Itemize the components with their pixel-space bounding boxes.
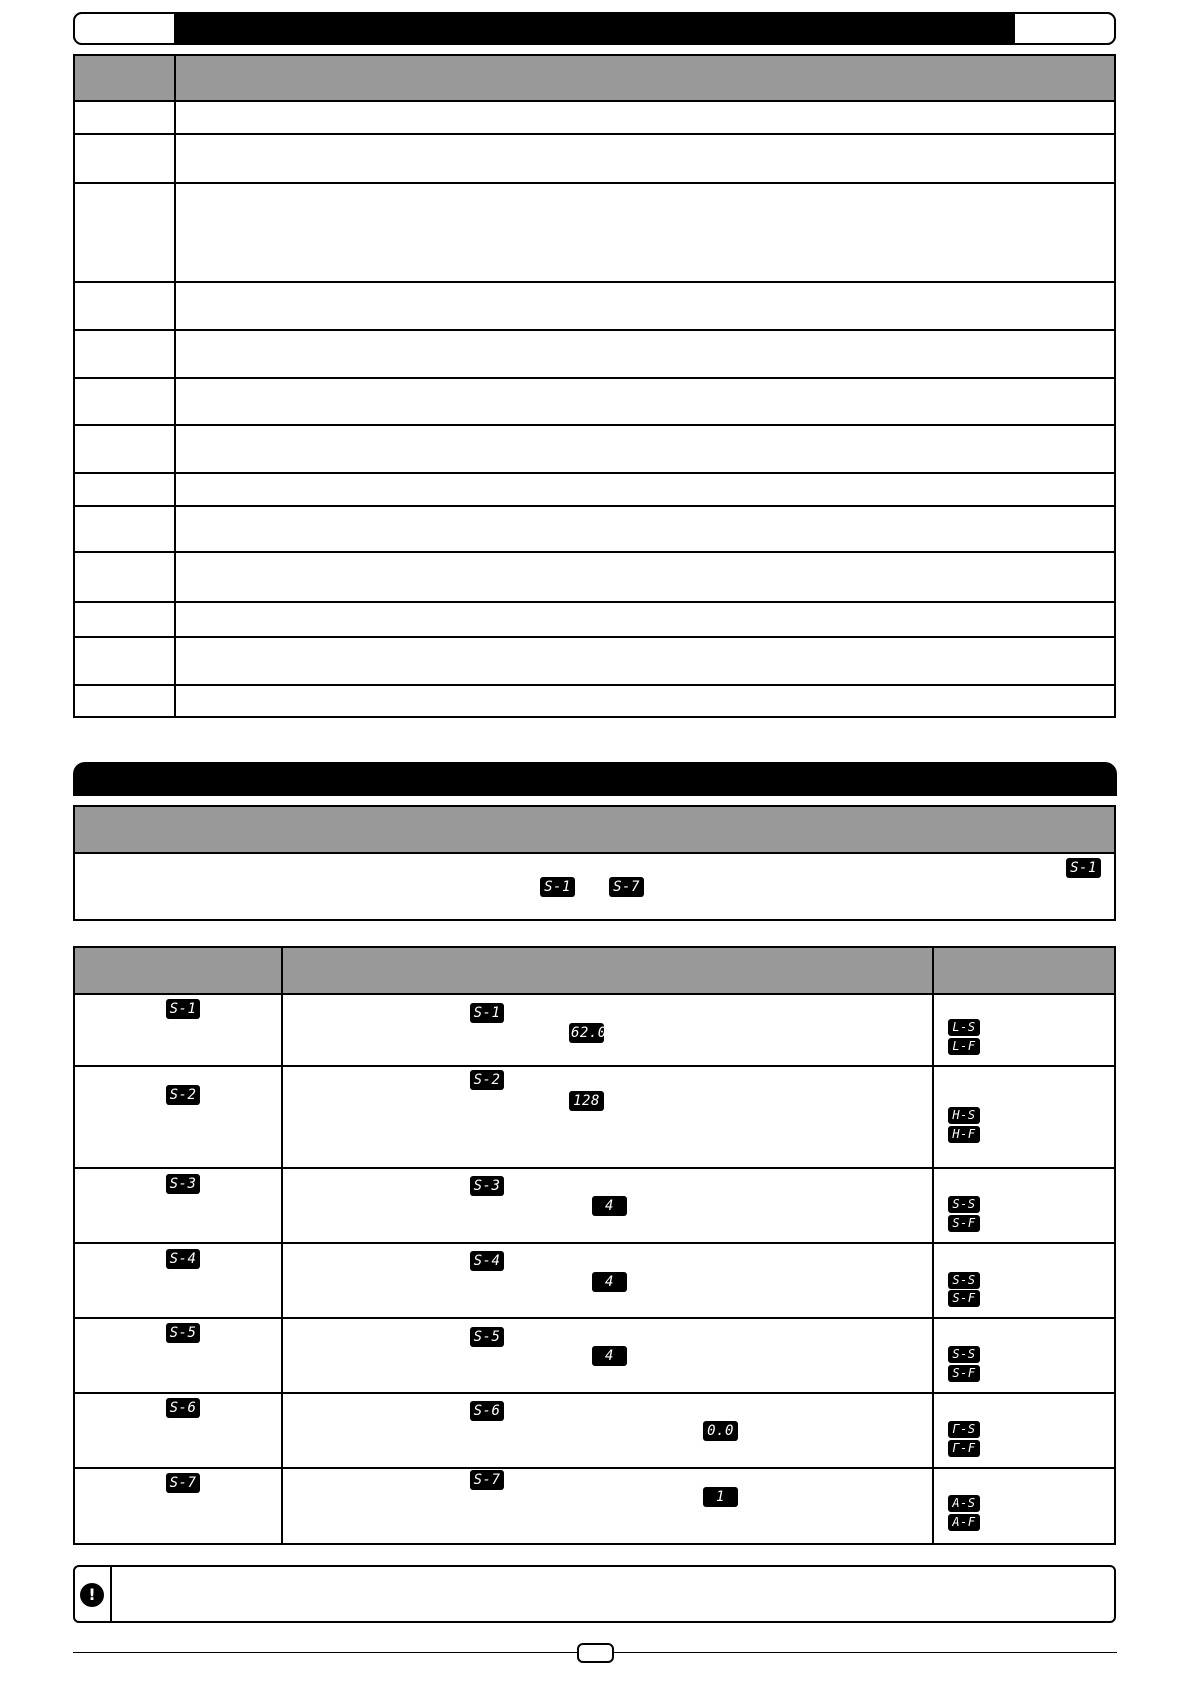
row-code: S-6 bbox=[166, 1398, 200, 1418]
right-code-2: H-F bbox=[948, 1126, 980, 1143]
right-code-1: L-S bbox=[948, 1019, 980, 1036]
notice-separator bbox=[110, 1565, 112, 1623]
row-code: S-1 bbox=[166, 999, 200, 1019]
right-code-1: S-S bbox=[948, 1196, 980, 1213]
warning-icon: ! bbox=[80, 1583, 104, 1607]
row-code: S-7 bbox=[166, 1473, 200, 1493]
desc-code: S-7 bbox=[470, 1470, 504, 1490]
intro-code-2: S-1 bbox=[540, 877, 575, 897]
intro-code-3: S-7 bbox=[609, 877, 644, 897]
row-code: S-2 bbox=[166, 1085, 200, 1105]
right-code-1: S-S bbox=[948, 1272, 980, 1289]
table-2-header bbox=[75, 948, 1114, 993]
right-code-1: Γ-S bbox=[948, 1421, 980, 1438]
right-code-2: S-F bbox=[948, 1215, 980, 1232]
desc-value: 4 bbox=[592, 1196, 627, 1216]
header-tab-right bbox=[1013, 12, 1116, 45]
intro-code-1: S-1 bbox=[1066, 858, 1101, 878]
right-code-2: L-F bbox=[948, 1038, 980, 1055]
right-code-2: Γ-F bbox=[948, 1440, 980, 1457]
row-code: S-3 bbox=[166, 1174, 200, 1194]
right-code-1: A-S bbox=[948, 1495, 980, 1512]
page-number-box bbox=[577, 1643, 614, 1663]
right-code-2: S-F bbox=[948, 1290, 980, 1307]
desc-value: 0.0 bbox=[703, 1421, 738, 1441]
desc-value: 4 bbox=[592, 1272, 627, 1292]
desc-code: S-4 bbox=[470, 1251, 504, 1271]
desc-code: S-2 bbox=[470, 1070, 504, 1090]
desc-value: 62.0 bbox=[571, 1025, 607, 1041]
header-bar bbox=[73, 12, 1116, 45]
table-1-header bbox=[75, 56, 1114, 100]
right-code-2: S-F bbox=[948, 1365, 980, 1382]
right-code-2: A-F bbox=[948, 1514, 980, 1531]
right-code-1: S-S bbox=[948, 1346, 980, 1363]
row-code: S-5 bbox=[166, 1323, 200, 1343]
desc-code: S-1 bbox=[470, 1003, 504, 1023]
desc-value: 1 bbox=[703, 1487, 738, 1507]
desc-code: S-3 bbox=[470, 1176, 504, 1196]
table-1 bbox=[73, 54, 1116, 718]
notice-box bbox=[73, 1565, 1116, 1623]
desc-value: 128 bbox=[569, 1091, 604, 1111]
section-2-intro-header bbox=[75, 807, 1114, 852]
right-code-1: H-S bbox=[948, 1107, 980, 1124]
row-code: S-4 bbox=[166, 1249, 200, 1269]
desc-code: S-6 bbox=[470, 1401, 504, 1421]
desc-code: S-5 bbox=[470, 1327, 504, 1347]
section-2-title-bar bbox=[73, 762, 1117, 796]
header-tab-left bbox=[73, 12, 176, 45]
desc-value: 4 bbox=[592, 1346, 627, 1366]
